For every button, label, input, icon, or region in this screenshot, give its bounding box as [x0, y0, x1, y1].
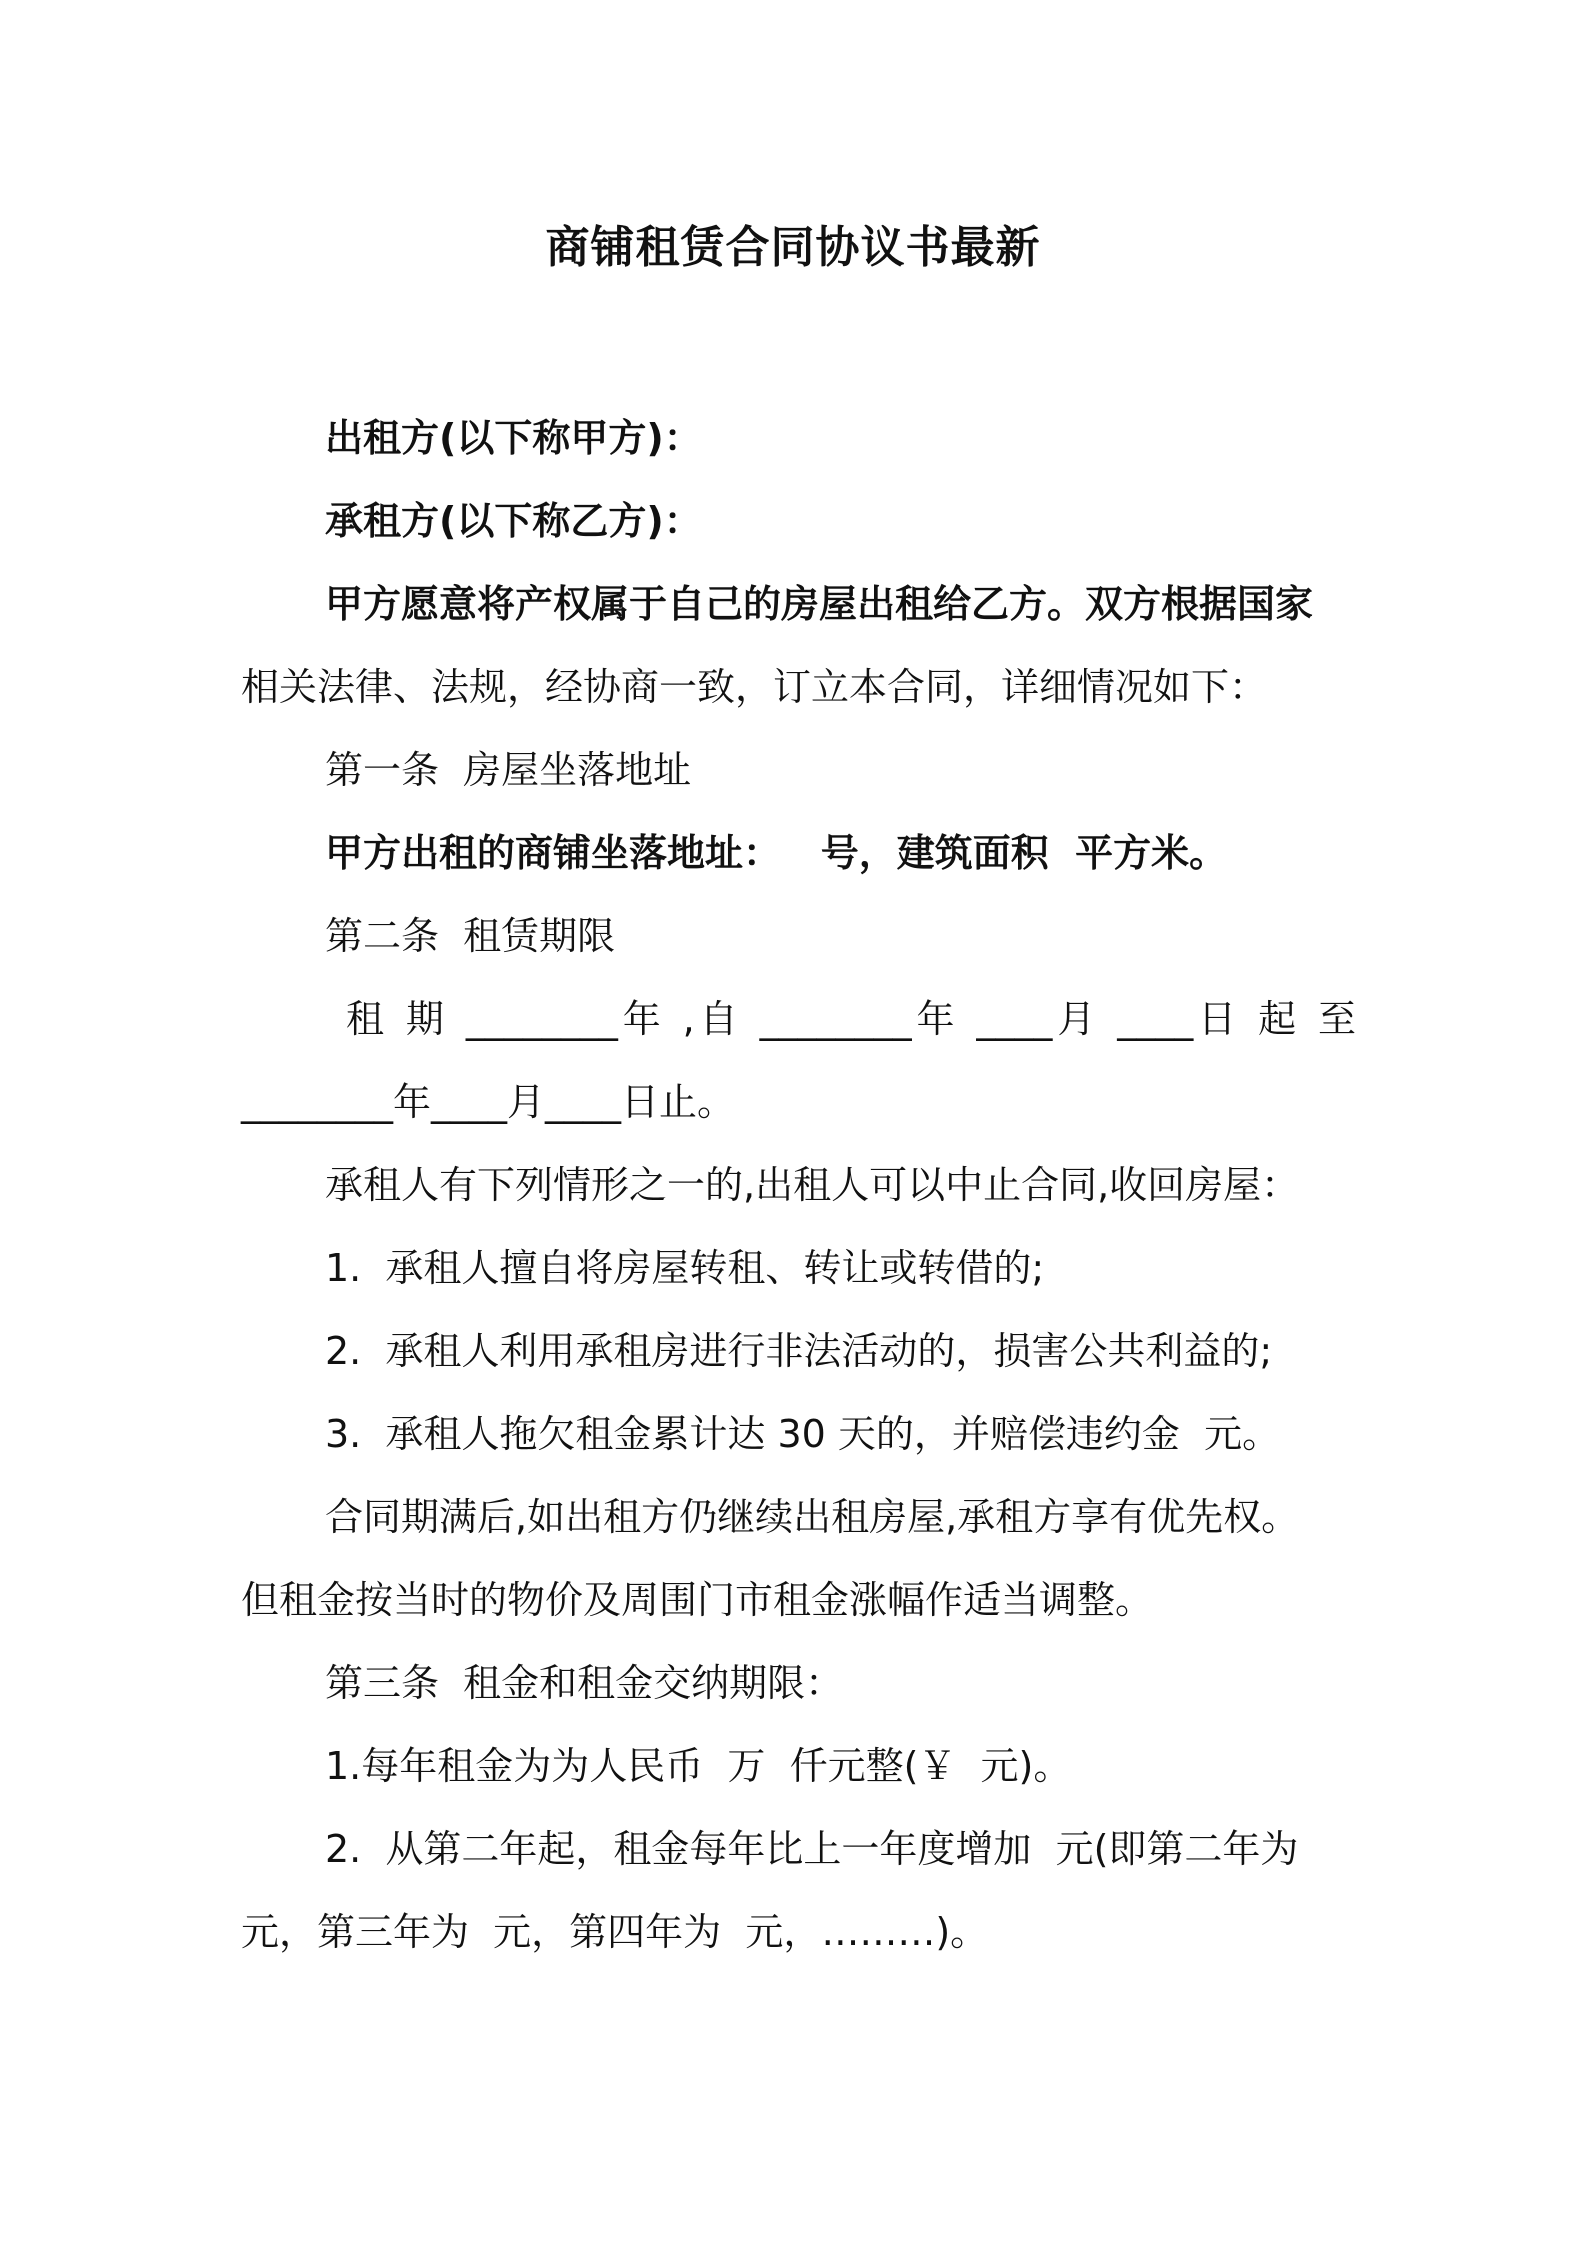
document-title: 商铺租赁合同协议书最新 — [545, 222, 1041, 273]
lease-term-line-1: 租 期 ________年 ,自 ________年 ____月 ____日 起 至 — [346, 997, 1356, 1041]
rent-item-1: 1.每年租金为为人民币 万 仟元整(￥ 元)。 — [325, 1744, 1072, 1788]
termination-item-3: 3. 承租人拖欠租金累计达 30 天的，并赔偿违约金 元。 — [325, 1412, 1281, 1456]
article-2-heading: 第二条 租赁期限 — [325, 914, 616, 958]
rent-item-2-line-1: 2. 从第二年起，租金每年比上一年度增加 元(即第二年为 — [325, 1827, 1299, 1871]
lease-term-line-2: ________年____月____日止。 — [241, 1080, 736, 1124]
article-3-heading: 第三条 租金和租金交纳期限： — [325, 1661, 844, 1705]
termination-intro: 承租人有下列情形之一的,出租人可以中止合同,收回房屋： — [325, 1163, 1300, 1207]
shop-address-line: 甲方出租的商铺坐落地址： 号，建筑面积 平方米。 — [325, 831, 1228, 875]
article-1-heading: 第一条 房屋坐落地址 — [325, 748, 692, 792]
lessee-line: 承租方(以下称乙方)： — [325, 499, 702, 543]
termination-item-2: 2. 承租人利用承租房进行非法活动的，损害公共利益的; — [325, 1329, 1273, 1373]
renewal-line-2: 但租金按当时的物价及周围门市租金涨幅作适当调整。 — [241, 1578, 1154, 1622]
intro-line-1: 甲方愿意将产权属于自己的房屋出租给乙方。双方根据国家 — [325, 582, 1314, 626]
intro-line-2: 相关法律、法规，经协商一致，订立本合同，详细情况如下： — [241, 665, 1268, 709]
renewal-line-1: 合同期满后,如出租方仍继续出租房屋,承租方享有优先权。 — [325, 1495, 1300, 1539]
rent-item-2-line-2: 元，第三年为 元，第四年为 元，………)。 — [241, 1910, 989, 1954]
lessor-line: 出租方(以下称甲方)： — [325, 416, 702, 460]
termination-item-1: 1. 承租人擅自将房屋转租、转让或转借的; — [325, 1246, 1045, 1290]
